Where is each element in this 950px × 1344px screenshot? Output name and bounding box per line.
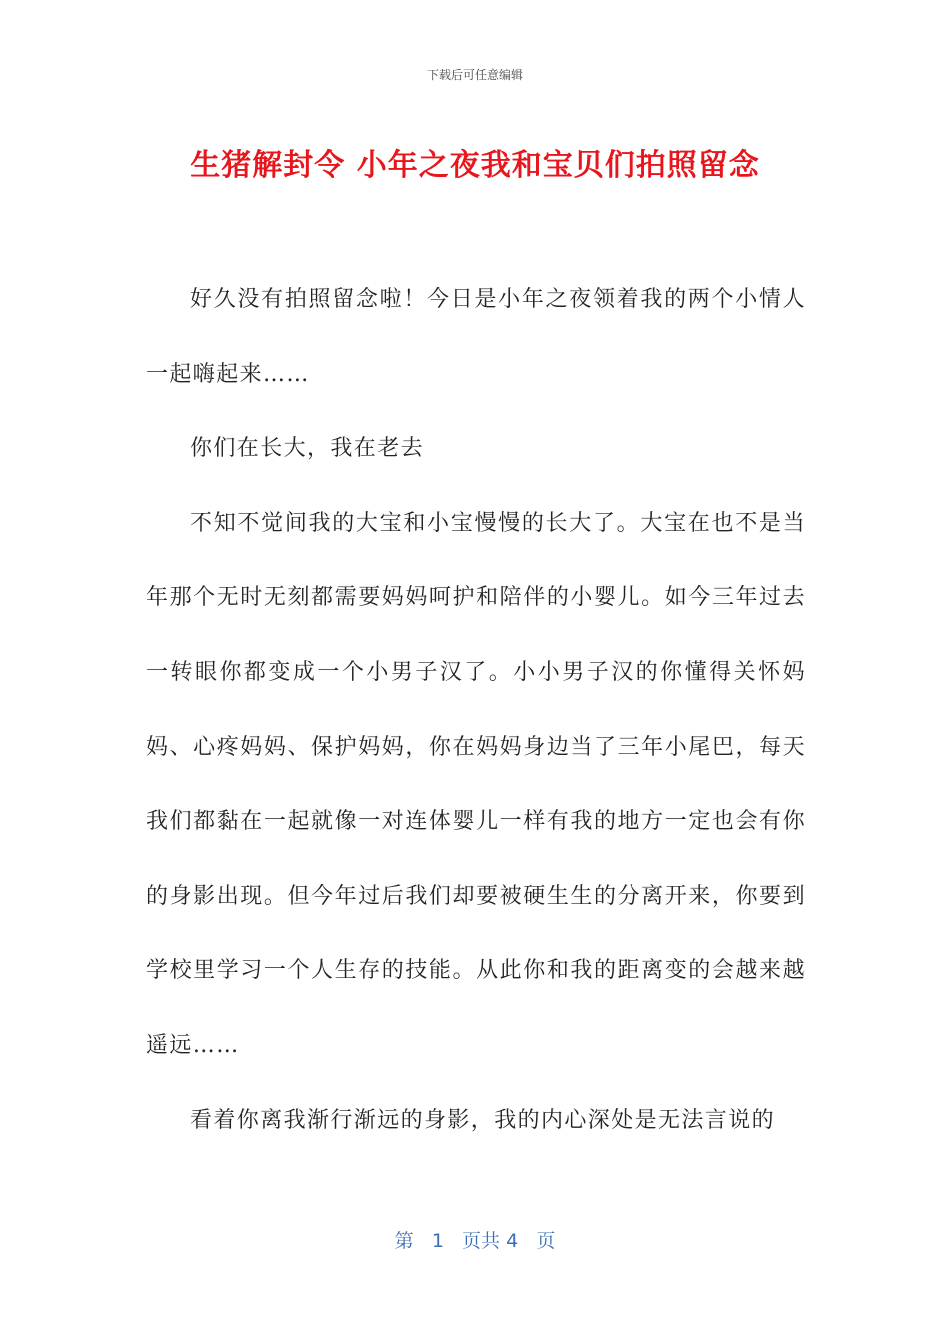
footer-suffix: 页 xyxy=(536,1230,556,1252)
footer-total-pages: 4 xyxy=(506,1230,519,1252)
document-title: 生猪解封令 小年之夜我和宝贝们拍照留念 xyxy=(190,148,760,183)
paragraph-2: 你们在长大，我在老去 xyxy=(190,436,425,462)
page-footer xyxy=(0,1226,950,1253)
footer-current-page: 1 xyxy=(431,1230,444,1252)
footer-prefix: 第 xyxy=(394,1230,414,1252)
paragraph-3: 不知不觉间我的大宝和小宝慢慢的长大了。大宝在也不是当年那个无时无刻都需要妈妈呵护和陪伴的小婴儿。如今三年过去一转眼你都变成一个小男子汉了。小小男子汉的你懂得关怀妈妈、心疼妈妈、保护妈妈，你在妈妈身边当了三年小尾巴，每天我们都黏在一起就像一对连体婴儿一样有我的地方一定也会有你的身影出现。但今年过后我们却要被硬生生的分离开来，你要到学校里学习一个人生存的技能。从此你和我的距离变的会越来越遥远…… xyxy=(146,510,806,1058)
footer-middle: 页共 xyxy=(462,1230,501,1252)
document-body xyxy=(146,263,806,1158)
paragraph-1: 好久没有拍照留念啦！今日是小年之夜领着我的两个小情人一起嗨起来…… xyxy=(146,287,806,387)
paragraph-4: 看着你离我渐行渐远的身影，我的内心深处是无法言说的 xyxy=(190,1107,776,1133)
page-header-note: 下载后可任意编辑 xyxy=(426,68,523,82)
